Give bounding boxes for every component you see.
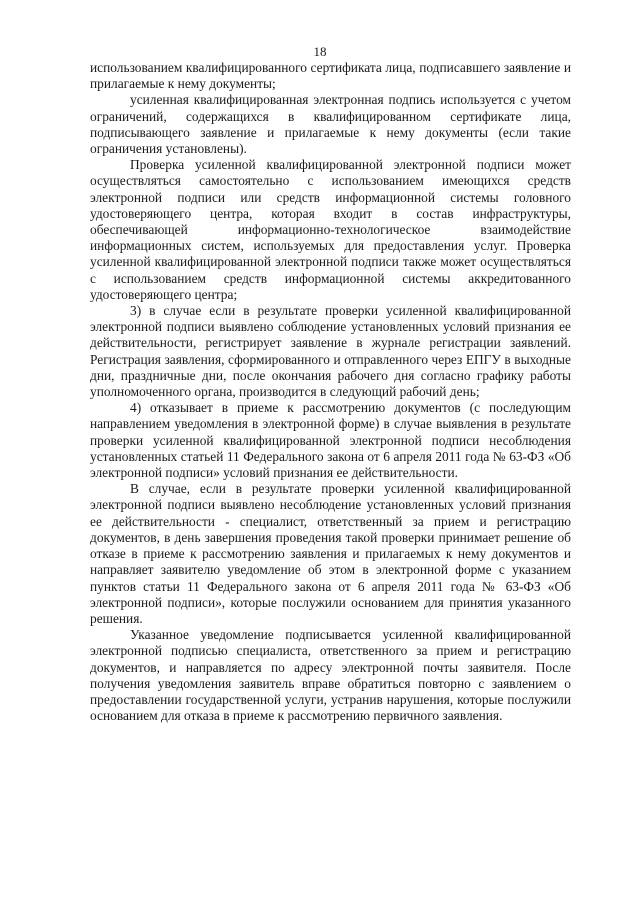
paragraph-item-4-refusal: 4) отказывает в приеме к рассмотрению документов (с последующим направлением уведомления в электронной форме) в случае выявления в результате проверки усиленной квалифицированной электронной подписи несоблюдения установленных статьей 11 Федерального закона от 6 апреля 2011 года № 63-ФЗ «Об электронной подписи» условий признания ее действительности. xyxy=(90,400,571,481)
page-number: 18 xyxy=(313,44,327,59)
paragraph-item-3-registration: 3) в случае если в результате проверки усиленной квалифицированной электронной подписи выявлено соблюдение установленных условий признания ее действительности, регистрирует заявление в журнале регистрации заявлений. Регистрация заявления, сформированного и отправленного через ЕПГУ в выходные дни, праздничные дни, после окончания рабочего дня согласно графику работы уполномоченного органа, производится в следующий рабочий день; xyxy=(90,303,571,400)
paragraph-signature-verification: Проверка усиленной квалифицированной электронной подписи может осуществляться самостоятельно с использованием имеющихся средств электронной подписи или средств информационной системы головного удостоверяющего центра, которая входит в состав инфраструктуры, обеспечивающей информационно-технологическое взаимодействие информационных систем, используемых для предоставления услуг. Проверка усиленной квалифицированной электронной подписи также может осуществляться с использованием средств информационной системы аккредитованного удостоверяющего центра; xyxy=(90,157,571,302)
paragraph-signature-restrictions: усиленная квалифицированная электронная подпись используется с учетом ограничений, содержащихся в квалифицированном сертификате лица, подписывающего заявление и прилагаемые к нему документы (если такие ограничения установлены). xyxy=(90,92,571,157)
paragraph-notification: Указанное уведомление подписывается усиленной квалифицированной электронной подписью специалиста, ответственного за прием и регистрацию документов, и направляется по адресу электронной почты заявителя. После получения уведомления заявитель вправе обратиться повторно с заявлением о предоставлении государственной услуги, устранив нарушения, которые послужили основанием для отказа в приеме к рассмотрению первичного заявления. xyxy=(90,627,571,724)
document-body xyxy=(90,60,571,724)
paragraph-continuation: использованием квалифицированного сертификата лица, подписавшего заявление и прилагаемые к нему документы; xyxy=(90,60,571,92)
paragraph-noncompliance-decision: В случае, если в результате проверки усиленной квалифицированной электронной подписи выявлено несоблюдение установленных условий признания ее действительности - специалист, ответственный за прием и регистрацию документов, в день завершения проведения такой проверки принимает решение об отказе в приеме к рассмотрению заявления и прилагаемых к нему документов и направляет заявителю уведомление об этом в электронной форме с указанием пунктов статьи 11 Федерального закона от 6 апреля 2011 года № 63-ФЗ «Об электронной подписи», которые послужили основанием для принятия указанного решения. xyxy=(90,481,571,626)
